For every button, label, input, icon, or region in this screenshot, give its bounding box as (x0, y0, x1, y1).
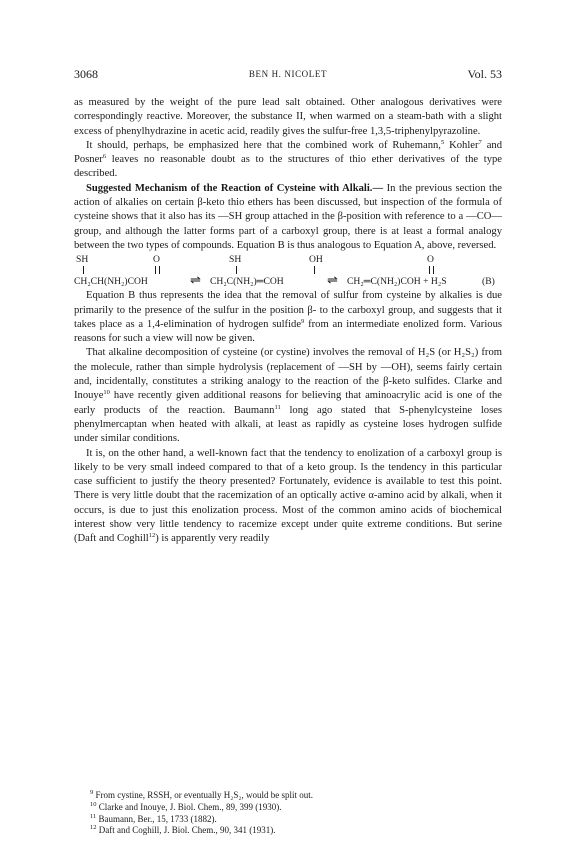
eq-label: (B) (482, 276, 495, 288)
eq-term-1: CH₂CH(NH₂)COH (74, 276, 148, 288)
footnote-ref-6: 6 (102, 153, 107, 161)
eq-double-bond-1 (155, 266, 160, 274)
footnote-10 (90, 802, 502, 814)
page-number: 3068 (74, 67, 98, 81)
paragraph-2-text-d: leaves no reasonable doubt as to the structures of thio ether derivatives of the type described. (74, 154, 502, 180)
footnote-mark: 9 (90, 789, 94, 796)
paragraph-5-text-a: That alkaline decomposition of cysteine (or cystine) involves the removal of H₂S (or H₂S₂) from the molecule, rather than simple hydrolysis (replacement of —SH by —OH), seems fairly certain and, incidentally, constitutes a striking analogy to the reaction of the β-keto sulfides. Clarke and Inouye (74, 347, 502, 402)
eq-sh-1: SH (76, 254, 89, 266)
footnote-ref-12: 12 (148, 532, 156, 540)
paragraph-2-text-b: Kohler (444, 139, 479, 151)
footnote-mark: 10 (90, 800, 97, 808)
paragraph-4-text-b: from an intermediate enolized form. Various reasons for such a view will now be given. (74, 318, 502, 345)
footnote-text: From cystine, RSSH, or eventually H₂S₂, would be split out. (95, 790, 314, 800)
section-heading: Suggested Mechanism of the Reaction of Cysteine with Alkali.— (86, 182, 384, 194)
eq-o-2: O (427, 254, 434, 266)
eq-arrow-2: ⇌ (327, 272, 338, 288)
eq-arrow-1: ⇌ (190, 272, 201, 288)
eq-term-3: CH₂═C(NH₂)COH + H₂S (347, 276, 447, 288)
running-author: BEN H. NICOLET (248, 69, 328, 79)
article-body (74, 96, 502, 547)
footnote-text: Baumann, Ber., 15, 1733 (1882). (98, 813, 217, 824)
paragraph-2-text-c: and Posner (74, 139, 502, 166)
eq-bond-3 (314, 266, 315, 274)
footnote-ref-5: 5 (440, 138, 445, 146)
paragraph-6-text-b: ) is apparently very readily (155, 533, 270, 545)
paragraph-6-text-a: It is, on the other hand, a well-known fact that the tendency to enolization of a carboxyl group is likely to be very small indeed compared to that of a keto group. Is the tendency in this particular case sufficient to justify the theory presented? Fortunately, evidence is available to test this point. There is very little doubt that the racemization of an optically active α-amino acid by alkali, when it occurs, is due to just this enolization process. Most of the common amino acids of biochemical interest show very little tendency to racemize except under quite extreme conditions. But serine (Daft and Coghill (74, 447, 502, 545)
footnote-ref-7: 7 (478, 138, 482, 146)
eq-oh: OH (309, 254, 323, 266)
paragraph-6 (74, 447, 502, 547)
paragraph-5 (74, 346, 502, 446)
paragraph-3 (74, 182, 502, 253)
footnote-12 (90, 825, 502, 837)
paragraph-4-text-a: Equation B thus represents the idea that the removal of sulfur from cysteine by alkalies is due primarily to the presence of the sulfur in the position β- to the carboxyl group, and suggests that it takes place as a 1,4-elimination of hydrogen sulfide (74, 290, 502, 330)
footnote-mark: 12 (90, 824, 97, 832)
volume-label: Vol. 53 (467, 67, 502, 81)
eq-term-2: CH₂C(NH₂)═COH (210, 276, 284, 288)
footnote-ref-11: 11 (274, 403, 281, 411)
equation-b (74, 253, 502, 289)
paragraph-5-text-b: have recently given additional reasons for believing that aminoacrylic acid is one of the early products of the reaction. Baumann (74, 390, 502, 416)
footnote-11 (90, 814, 502, 826)
footnote-mark: 11 (90, 812, 97, 820)
eq-o-1: O (153, 254, 160, 266)
paragraph-2-text-a: It should, perhaps, be emphasized here that the combined work of Ruhemann, (86, 139, 441, 151)
eq-bond-1 (83, 266, 84, 274)
footnote-ref-10: 10 (103, 389, 110, 397)
eq-sh-2: SH (229, 254, 242, 266)
footnote-text: Daft and Coghill, J. Biol. Chem., 90, 341 (1931). (98, 825, 276, 836)
eq-bond-2 (236, 266, 237, 274)
footnote-ref-9: 9 (301, 317, 305, 325)
eq-double-bond-2 (429, 266, 434, 274)
footnotes (90, 790, 502, 837)
footnote-text: Clarke and Inouye, J. Biol. Chem., 89, 399 (1930). (98, 801, 282, 812)
paragraph-3-text: In the previous section the action of alkalies on certain β-keto thio ethers has been discussed, but inspection of the formula of cysteine shows that it also has its —SH group attached in the β-position with reference to a —CO— group, and although the latter forms part of a carboxyl group, there is at least a formal analogy between the two types of compounds. Equation B is thus analogous to Equation A, above, reversed. (74, 182, 502, 251)
paragraph-5-text-c: long ago stated that S-phenylcysteine loses phenylmercaptan when heated with alkali, at least as rapidly as cysteine loses hydrogen sulfide under similar conditions. (74, 404, 503, 445)
paragraph-2 (74, 139, 502, 182)
paragraph-1: as measured by the weight of the pure lead salt obtained. Other analogous derivatives were correspondingly reactive. Moreover, the substance II, when warmed on a steam-bath with a slight excess of phenylhydrazine in acetic acid, readily gives the sulfur-free 1,3,5-triphenylpyrazoline. (74, 97, 502, 137)
footnote-9 (90, 790, 502, 802)
running-header (74, 67, 502, 81)
paragraph-4 (74, 289, 502, 346)
